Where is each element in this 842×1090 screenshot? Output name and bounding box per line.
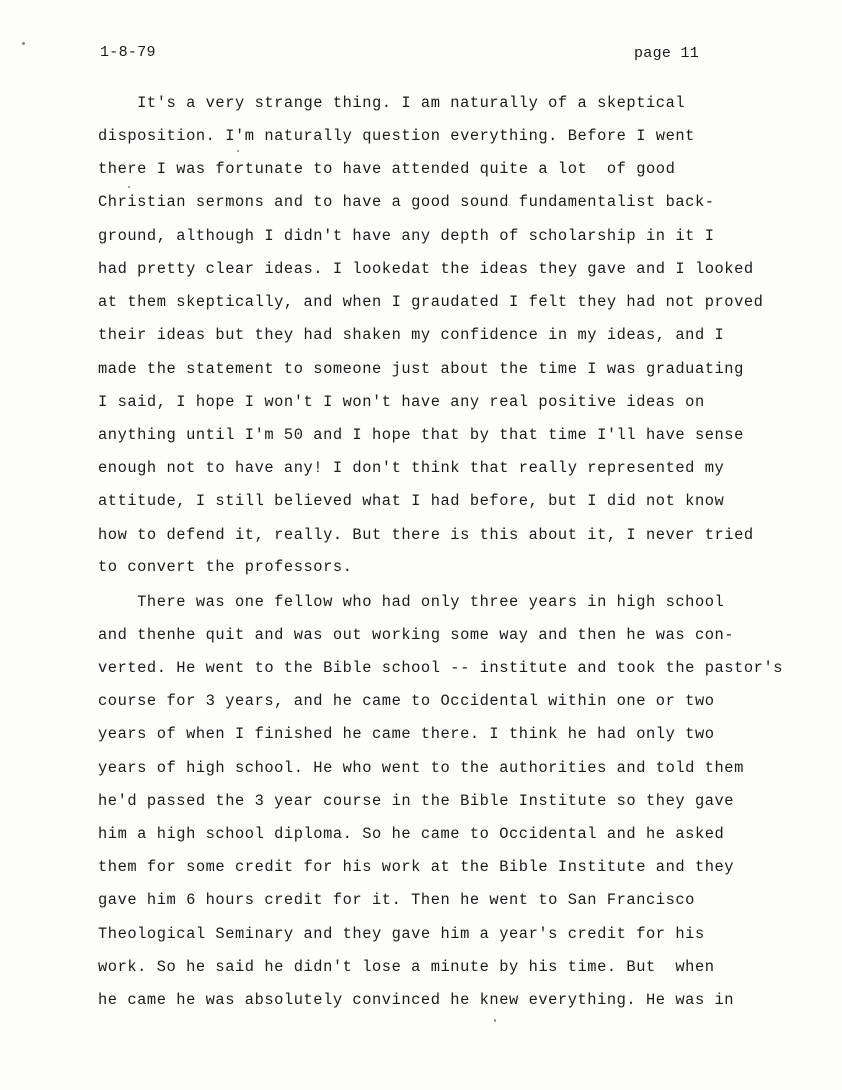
text-line: enough not to have any! I don't think that really represented my — [98, 459, 725, 477]
text-line: at them skeptically, and when I graudated I felt they had not proved — [98, 293, 764, 311]
text-line: Theological Seminary and they gave him a year's credit for his — [98, 925, 705, 943]
text-line: years of when I finished he came there. I think he had only two — [98, 725, 715, 743]
text-line: attitude, I still believed what I had before, but I did not know — [98, 492, 725, 510]
paper-speck — [494, 1019, 496, 1022]
text-line: I said, I hope I won't I won't have any real positive ideas on — [98, 393, 705, 411]
text-line: years of high school. He who went to the authorities and told them — [98, 759, 744, 777]
text-line: verted. He went to the Bible school -- institute and took the pastor's — [98, 659, 784, 677]
text-line: It's a very strange thing. I am naturally of a skeptical — [98, 94, 686, 112]
text-line: how to defend it, really. But there is this about it, I never tried — [98, 526, 754, 544]
page-date: 1-8-79 — [100, 44, 156, 61]
page-number: page 11 — [634, 45, 700, 62]
text-line: and thenhe quit and was out working some way and then he was con- — [98, 626, 735, 644]
text-line: Christian sermons and to have a good sound fundamentalist back- — [98, 193, 715, 211]
text-line: There was one fellow who had only three years in high school — [98, 593, 725, 611]
text-line: had pretty clear ideas. I lookedat the ideas they gave and I looked — [98, 260, 754, 278]
text-line: he'd passed the 3 year course in the Bible Institute so they gave — [98, 792, 735, 810]
text-line: course for 3 years, and he came to Occidental within one or two — [98, 692, 715, 710]
text-line: there I was fortunate to have attended quite a lot of good — [98, 160, 676, 178]
text-line: to convert the professors. — [98, 558, 353, 576]
text-line: them for some credit for his work at the Bible Institute and they — [98, 858, 735, 876]
paper-speck — [128, 186, 130, 188]
text-line: him a high school diploma. So he came to Occidental and he asked — [98, 825, 725, 843]
text-line: work. So he said he didn't lose a minute by his time. But when — [98, 958, 715, 976]
paper-speck — [237, 150, 239, 152]
paper-speck — [22, 42, 25, 45]
text-line: their ideas but they had shaken my confidence in my ideas, and I — [98, 326, 725, 344]
text-line: he came he was absolutely convinced he knew everything. He was in — [98, 991, 735, 1009]
text-line: ground, although I didn't have any depth of scholarship in it I — [98, 227, 715, 245]
text-line: gave him 6 hours credit for it. Then he went to San Francisco — [98, 891, 695, 909]
text-line: made the statement to someone just about the time I was graduating — [98, 360, 744, 378]
text-line: anything until I'm 50 and I hope that by that time I'll have sense — [98, 426, 744, 444]
text-line: disposition. I'm naturally question everything. Before I went — [98, 127, 695, 145]
